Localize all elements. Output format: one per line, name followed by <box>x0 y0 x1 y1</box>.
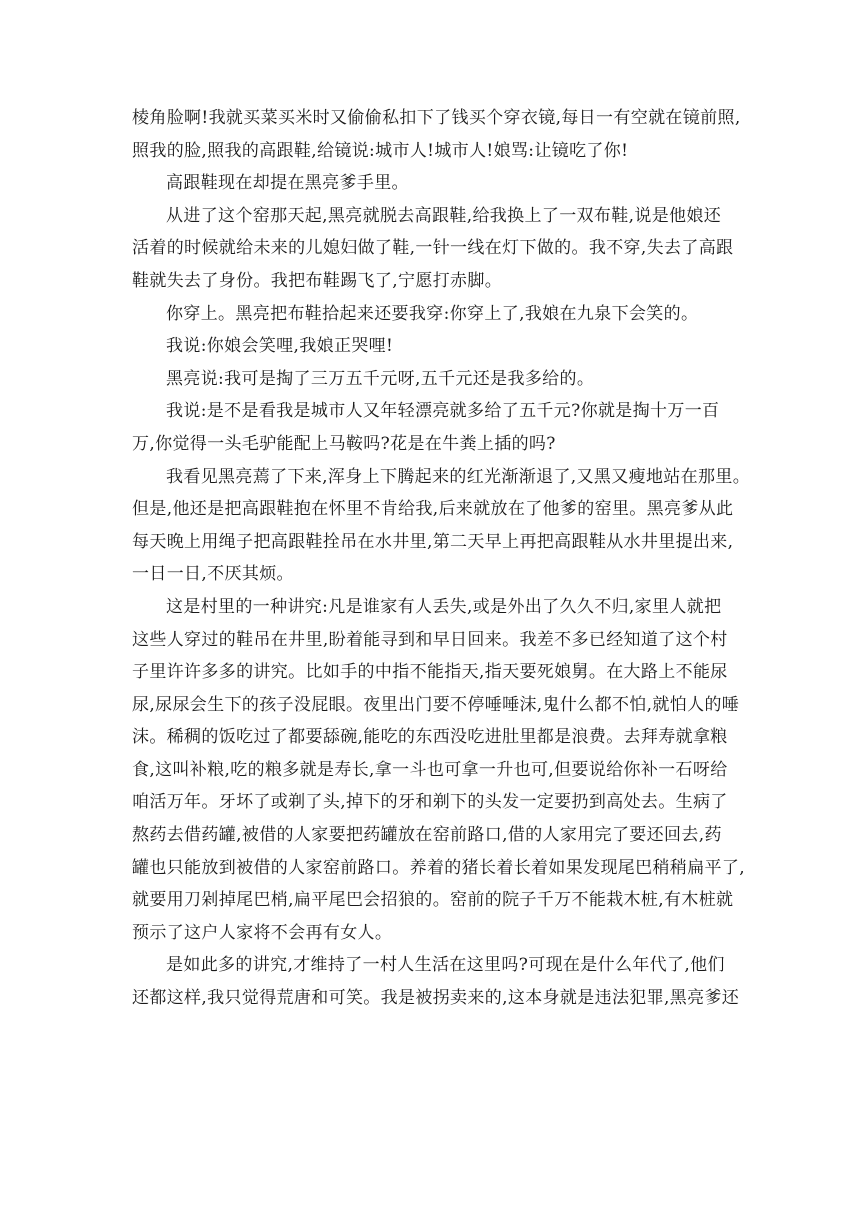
text-line: 是如此多的讲究,才维持了一村人生活在这里吗?可现在是什么年代了,他们 <box>166 955 725 976</box>
text-line: 万,你觉得一头毛驴能配上马鞍吗?花是在牛粪上插的吗? <box>132 433 556 454</box>
text-line: 我说:是不是看我是城市人又年轻漂亮就多给了五千元?你就是掏十万一百 <box>166 401 720 422</box>
text-line: 沫。稀稠的饭吃过了都要舔碗,能吃的东西没吃进肚里都是浪费。去拜寿就拿粮 <box>132 727 728 748</box>
text-line: 鞋就失去了身份。我把布鞋踢飞了,宁愿打赤脚。 <box>132 270 503 291</box>
text-line: 咱活万年。牙坏了或剃了头,掉下的牙和剃下的头发一定要扔到高处去。生病了 <box>132 792 728 813</box>
text-line: 还都这样,我只觉得荒唐和可笑。我是被拐卖来的,这本身就是违法犯罪,黑亮爹还 <box>132 988 740 1009</box>
text-line: 这些人穿过的鞋吊在井里,盼着能寻到和早日回来。我差不多已经知道了这个村 <box>132 629 728 650</box>
text-line: 尿,尿尿会生下的孩子没屁眼。夜里出门要不停唾唾沫,鬼什么都不怕,就怕人的唾 <box>132 694 740 715</box>
text-line: 我看见黑亮蔫了下来,浑身上下腾起来的红光渐渐退了,又黑又瘦地站在那里。 <box>166 466 751 487</box>
text-line: 棱角脸啊!我就买菜买米时又偷偷私扣下了钱买个穿衣镜,每日一有空就在镜前照, <box>132 108 741 128</box>
text-line: 一日一日,不厌其烦。 <box>132 564 294 585</box>
text-line: 你穿上。黑亮把布鞋拾起来还要我穿:你穿上了,我娘在九泉下会笑的。 <box>166 303 699 324</box>
text-line: 子里许许多多的讲究。比如手的中指不能指天,指天要死娘舅。在大路上不能尿 <box>132 662 728 683</box>
text-line: 黑亮说:我可是掏了三万五千元呀,五千元还是我多给的。 <box>166 368 595 389</box>
text-line: 活着的时候就给未来的儿媳妇做了鞋,一针一线在灯下做的。我不穿,失去了高跟 <box>132 238 734 259</box>
body-text <box>132 102 751 1015</box>
text-line: 从进了这个窑那天起,黑亮就脱去高跟鞋,给我换上了一双布鞋,说是他娘还 <box>166 205 722 226</box>
text-line: 就要用刀剁掉尾巴梢,扁平尾巴会招狼的。窑前的院子千万不能栽木桩,有木桩就 <box>132 890 734 911</box>
text-line: 每天晚上用绳子把高跟鞋拴吊在水井里,第二天早上再把高跟鞋从水井里提出来, <box>132 531 734 552</box>
text-line: 食,这叫补粮,吃的粮多就是寿长,拿一斗也可拿一升也可,但要说给你补一石呀给 <box>132 759 728 780</box>
text-line: 这是村里的一种讲究:凡是谁家有人丢失,或是外出了久久不归,家里人就把 <box>166 596 722 617</box>
text-line: 罐也只能放到被借的人家窑前路口。养着的猪长着长着如果发现尾巴稍稍扁平了, <box>132 857 746 878</box>
text-line: 照我的脸,照我的高跟鞋,给镜说:城市人!城市人!娘骂:让镜吃了你! <box>132 140 629 161</box>
text-line: 熬药去借药罐,被借的人家要把药罐放在窑前路口,借的人家用完了要还回去,药 <box>132 825 722 846</box>
text-line: 高跟鞋现在却提在黑亮爹手里。 <box>166 173 409 194</box>
text-line: 我说:你娘会笑哩,我娘正哭哩! <box>166 336 394 357</box>
text-line: 预示了这户人家将不会再有女人。 <box>132 922 393 943</box>
text-line: 但是,他还是把高跟鞋抱在怀里不肯给我,后来就放在了他爹的窑里。黑亮爹从此 <box>132 499 734 520</box>
